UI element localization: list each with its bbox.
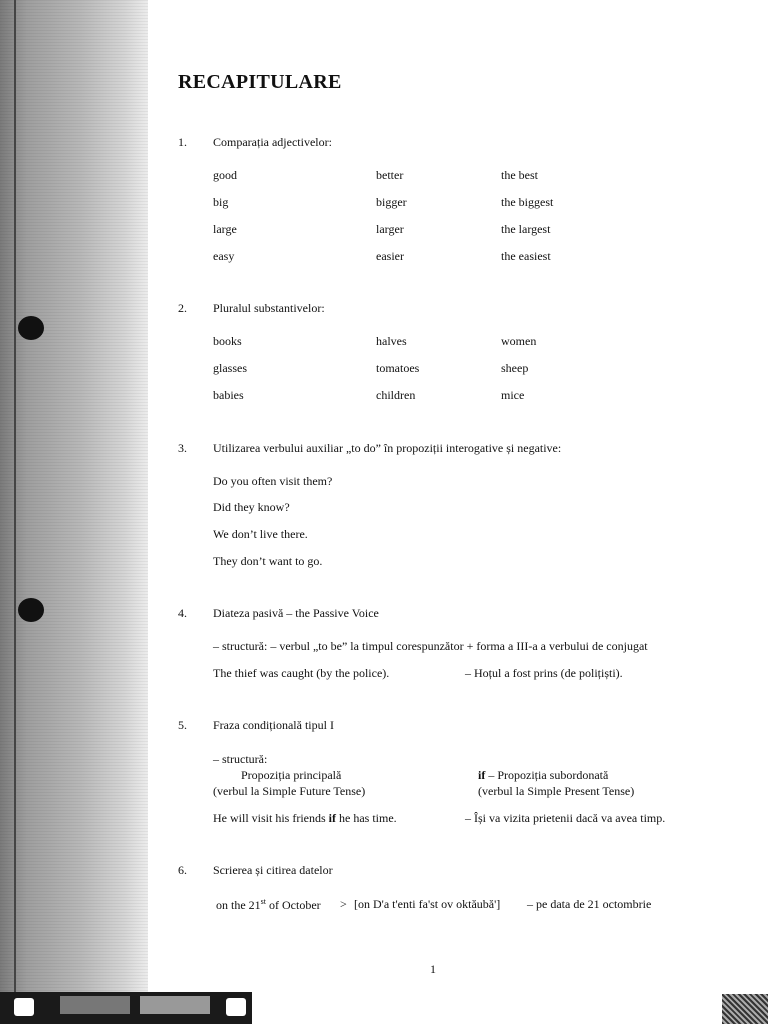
section-2-number: 2. <box>178 301 187 315</box>
binding-edge-line <box>14 0 16 1000</box>
section-4-heading: Diateza pasivă – the Passive Voice <box>213 606 379 620</box>
section-6-heading: Scrierea și citirea datelor <box>213 863 333 877</box>
section-1-number: 1. <box>178 135 187 149</box>
table-cell: easier <box>376 249 404 263</box>
main-clause-label: Propoziția principală <box>241 768 342 782</box>
section-5-number: 5. <box>178 718 187 732</box>
table-cell: babies <box>213 388 244 402</box>
conditional-example-en: He will visit his friends if he has time. <box>213 811 397 825</box>
table-cell: better <box>376 168 404 182</box>
table-cell: easy <box>213 249 235 263</box>
section-3-number: 3. <box>178 441 187 455</box>
table-cell: children <box>376 388 416 402</box>
film-strip <box>0 992 252 1024</box>
table-cell: good <box>213 168 237 182</box>
punch-hole-top <box>18 316 44 340</box>
conditional-structure-label: – structură: <box>213 752 268 766</box>
subordinate-clause-note: (verbul la Simple Present Tense) <box>478 784 635 798</box>
table-cell: women <box>501 334 537 348</box>
punch-hole-bottom <box>18 598 44 622</box>
section-4-number: 4. <box>178 606 187 620</box>
section-1-heading: Comparația adjectivelor: <box>213 135 332 149</box>
date-phonetic: [on D'a t'enti fa'st ov oktăubă'] <box>354 897 501 911</box>
example-sentence: They don’t want to go. <box>213 554 323 568</box>
section-2-heading: Pluralul substantivelor: <box>213 301 325 315</box>
passive-structure: – structură: – verbul „to be” la timpul corespunzător + forma a III-a a verbului de conjugat <box>213 639 648 653</box>
subordinate-clause-label: if – Propoziția subordonată <box>478 768 609 782</box>
table-cell: larger <box>376 222 404 236</box>
table-cell: bigger <box>376 195 407 209</box>
table-cell: books <box>213 334 242 348</box>
binding-strip <box>0 0 148 1024</box>
example-sentence: Did they know? <box>213 500 290 514</box>
passive-example-en: The thief was caught (by the police). <box>213 666 390 680</box>
table-cell: the best <box>501 168 538 182</box>
section-3-heading: Utilizarea verbului auxiliar „to do” în propoziții interogative și negative: <box>213 441 562 455</box>
table-cell: halves <box>376 334 407 348</box>
table-cell: the easiest <box>501 249 551 263</box>
passive-example-ro: – Hoțul a fost prins (de polițiști). <box>465 666 623 680</box>
section-6-number: 6. <box>178 863 187 877</box>
table-cell: the largest <box>501 222 551 236</box>
date-arrow: > <box>340 897 347 911</box>
table-cell: big <box>213 195 229 209</box>
corner-scan-mark <box>722 994 768 1024</box>
page-title: RECAPITULARE <box>178 71 342 93</box>
date-example: on the 21st of October <box>216 897 321 912</box>
table-cell: the biggest <box>501 195 554 209</box>
main-clause-note: (verbul la Simple Future Tense) <box>213 784 366 798</box>
page-number: 1 <box>430 962 436 976</box>
table-cell: glasses <box>213 361 247 375</box>
table-cell: tomatoes <box>376 361 420 375</box>
table-cell: mice <box>501 388 525 402</box>
table-cell: large <box>213 222 237 236</box>
example-sentence: We don’t live there. <box>213 527 308 541</box>
date-translation: – pe data de 21 octombrie <box>527 897 652 911</box>
conditional-example-ro: – Își va vizita prietenii dacă va avea timp. <box>465 811 666 825</box>
table-cell: sheep <box>501 361 529 375</box>
example-sentence: Do you often visit them? <box>213 474 333 488</box>
section-5-heading: Fraza condițională tipul I <box>213 718 334 732</box>
